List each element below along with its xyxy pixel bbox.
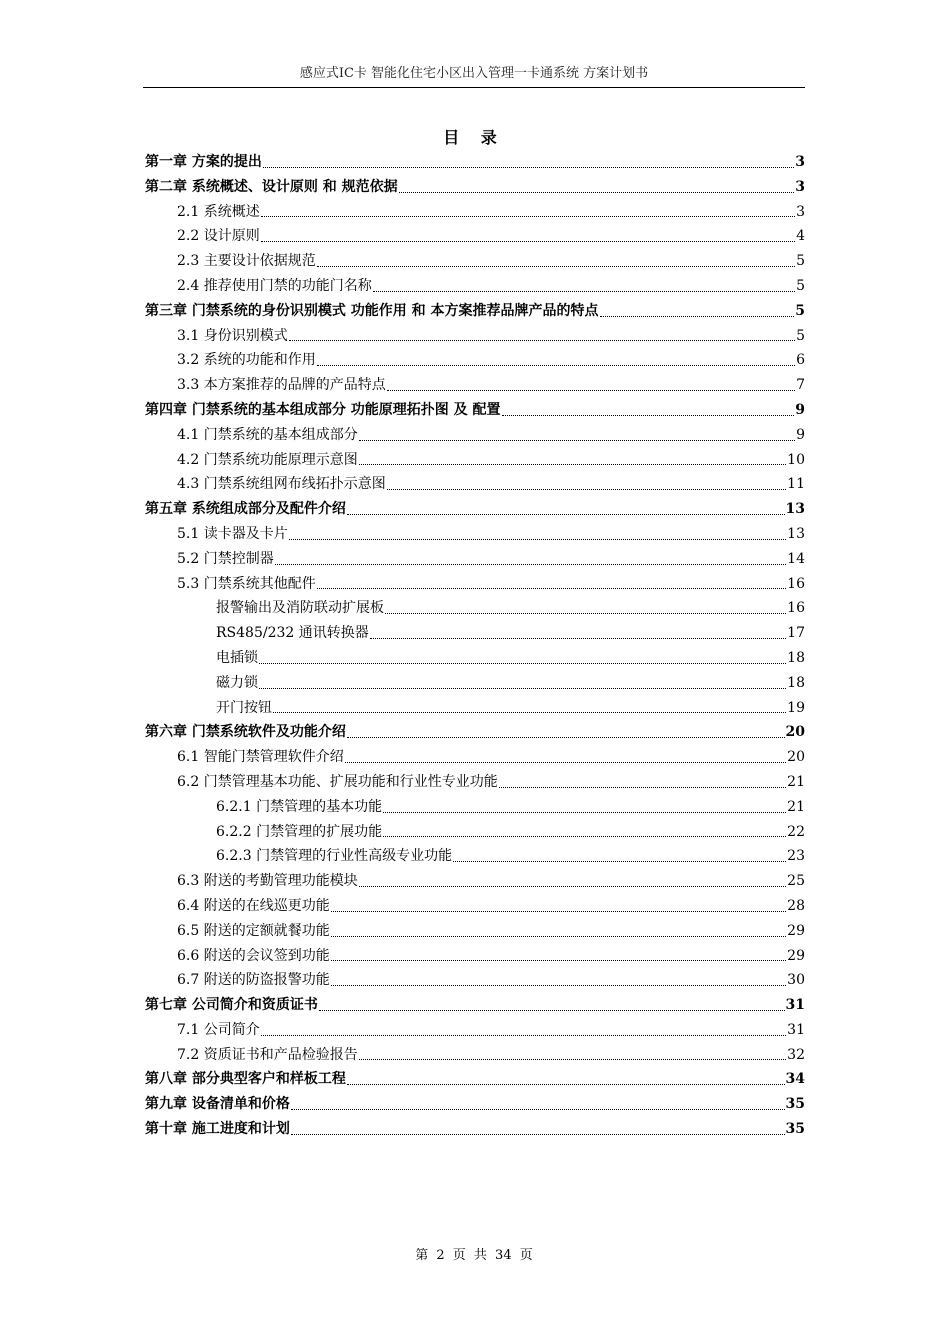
toc-entry-title: 2.1 系统概述 [177,203,260,220]
toc-entry-title: 6.5 附送的定额就餐功能 [177,922,330,939]
header-title: 感应式IC卡 智能化住宅小区出入管理一卡通系统 方案计划书 [299,66,649,81]
toc-entry[interactable] [143,844,805,869]
toc-dot-leader [385,613,786,614]
toc-dot-leader [291,1134,785,1135]
toc-dot-leader [347,514,785,515]
toc-dot-leader [359,886,786,887]
toc-dot-leader [261,1035,786,1036]
toc-entry[interactable] [143,274,805,299]
toc-dot-leader [347,1084,785,1085]
toc-entry-title: 5.3 门禁系统其他配件 [177,575,316,592]
toc-entry[interactable] [143,497,805,522]
toc-entry-title: 6.3 附送的考勤管理功能模块 [177,873,358,890]
toc-dot-leader [347,737,785,738]
toc-entry-title: 6.7 附送的防盗报警功能 [177,972,330,989]
toc-entry[interactable] [143,869,805,894]
toc-entry-title: 3.1 身份识别模式 [177,327,288,344]
toc-entry[interactable] [143,324,805,349]
toc-entry-title: RS485/232 通讯转换器 [216,625,369,642]
toc-entry-title: 开门按钮 [216,699,272,716]
toc-entry-page: 3 [795,154,805,170]
toc-entry-page: 23 [787,848,805,865]
toc-entry-page: 11 [787,476,805,493]
toc-dot-leader [273,712,786,713]
header-divider [143,87,805,88]
toc-entry-page: 35 [785,1121,805,1138]
toc-entry[interactable] [143,1117,805,1142]
toc-dot-leader [383,836,786,837]
toc-entry-page: 14 [787,550,805,567]
toc-entry-title: 6.2.1 门禁管理的基本功能 [216,798,383,815]
toc-dot-leader [319,1010,785,1011]
toc-entry-title: 第五章 系统组成部分及配件介绍 [145,501,346,518]
toc-entry-page: 13 [787,525,805,542]
toc-entry-page: 16 [787,600,805,617]
toc-entry-title: 4.2 门禁系统功能原理示意图 [177,451,358,468]
toc-entry[interactable] [143,770,805,795]
toc-entry-page: 17 [787,625,805,642]
toc-entry[interactable] [143,398,805,423]
toc-entry[interactable] [143,646,805,671]
toc-entry-page: 34 [785,1071,805,1088]
toc-entry-page: 5 [795,302,805,319]
toc-entry-title: 第九章 设备清单和价格 [145,1096,290,1113]
toc-entry-title: 6.2.3 门禁管理的行业性高级专业功能 [216,848,453,865]
toc-dot-leader [331,911,786,912]
toc-dot-leader [259,663,786,664]
page-footer: 第 2 页 共 34 页 [415,1248,533,1263]
toc-dot-leader [261,241,795,242]
toc-entry-page: 5 [796,327,805,344]
toc-entry-page: 35 [785,1096,805,1113]
toc-dot-leader [291,1109,785,1110]
toc-entry[interactable] [143,522,805,547]
toc-dot-leader [259,688,786,689]
toc-entry-page: 31 [785,997,805,1014]
toc-entry-title: 磁力锁 [216,674,258,691]
toc-entry[interactable] [143,820,805,845]
toc-dot-leader [453,861,786,862]
toc-dot-leader [317,365,795,366]
toc-entry-title: 6.4 附送的在线巡更功能 [177,897,330,914]
toc-dot-leader [289,539,786,540]
toc-entry[interactable] [143,472,805,497]
toc-entry-title: 6.2.2 门禁管理的扩展功能 [216,823,383,840]
toc-entry-page: 10 [787,451,805,468]
toc-entry[interactable] [143,547,805,572]
toc-entry-title: 电插锁 [216,649,258,666]
toc-entry-title: 6.2 门禁管理基本功能、扩展功能和行业性专业功能 [177,773,498,790]
toc-dot-leader [331,960,786,961]
toc-entry-title: 第七章 公司简介和资质证书 [145,997,318,1014]
toc-entry[interactable] [143,968,805,993]
toc-entry[interactable] [143,299,805,324]
toc-dot-leader [331,985,786,986]
toc-entry-page: 20 [787,749,805,766]
toc-entry-page: 9 [796,426,805,443]
toc-entry[interactable] [143,993,805,1018]
toc-entry-title: 5.2 门禁控制器 [177,550,274,567]
toc-entry-page: 5 [796,277,805,294]
toc-entry[interactable] [143,175,805,200]
toc-entry-page: 31 [787,1021,805,1038]
toc-entry-title: 2.2 设计原则 [177,228,260,245]
toc-entry-title: 第三章 门禁系统的身份识别模式 功能作用 和 本方案推荐品牌产品的特点 [145,302,599,319]
toc-entry-title: 6.6 附送的会议签到功能 [177,947,330,964]
toc-entry-title: 3.3 本方案推荐的品牌的产品特点 [177,377,386,394]
toc-entry[interactable] [143,373,805,398]
toc-dot-leader [499,787,786,788]
toc-dot-leader [359,1059,786,1060]
toc-entry[interactable] [143,200,805,225]
toc-dot-leader [387,489,786,490]
toc-entry[interactable] [143,1018,805,1043]
toc-entry-page: 4 [796,228,805,245]
toc-entry-title: 第十章 施工进度和计划 [145,1121,290,1138]
toc-entry-page: 25 [787,873,805,890]
toc-entry[interactable] [143,1092,805,1117]
toc-entry-page: 21 [787,773,805,790]
toc-dot-leader [261,216,795,217]
toc-dot-leader [399,192,795,193]
toc-entry-title: 报警输出及消防联动扩展板 [216,600,384,617]
toc-entry-page: 7 [796,377,805,394]
toc-entry[interactable] [143,1043,805,1068]
toc-entry-title: 第一章 方案的提出 [145,154,262,170]
toc-entry-page: 18 [787,649,805,666]
toc-entry[interactable] [143,919,805,944]
toc-dot-leader [331,936,786,937]
toc-entry[interactable] [143,150,805,175]
toc-dot-leader [373,291,795,292]
toc-entry-page: 20 [785,724,805,741]
toc-entry[interactable] [143,621,805,646]
toc-entry[interactable] [143,720,805,745]
toc-entry[interactable] [143,1067,805,1092]
toc-entry-title: 7.1 公司简介 [177,1021,260,1038]
toc-entry-title: 2.4 推荐使用门禁的功能门名称 [177,277,372,294]
toc-entry-title: 3.2 系统的功能和作用 [177,352,316,369]
toc-entry-title: 第六章 门禁系统软件及功能介绍 [145,724,346,741]
table-of-contents [143,150,805,1142]
toc-entry-title: 4.1 门禁系统的基本组成部分 [177,426,358,443]
toc-entry-page: 3 [795,178,805,195]
toc-entry-page: 16 [787,575,805,592]
toc-entry-page: 3 [796,203,805,220]
toc-dot-leader [502,415,795,416]
toc-entry-page: 19 [787,699,805,716]
toc-entry[interactable] [143,572,805,597]
toc-title: 目 录 [443,128,505,147]
toc-dot-leader [345,762,786,763]
toc-dot-leader [317,588,786,589]
toc-entry-page: 13 [785,501,805,518]
toc-dot-leader [359,464,786,465]
toc-entry[interactable] [143,894,805,919]
toc-entry[interactable] [143,249,805,274]
toc-entry[interactable] [143,671,805,696]
toc-entry-title: 2.3 主要设计依据规范 [177,253,316,270]
toc-entry-page: 9 [795,401,805,418]
toc-entry-title: 第二章 系统概述、设计原则 和 规范依据 [145,178,398,195]
toc-entry-page: 21 [787,798,805,815]
toc-entry-page: 28 [787,897,805,914]
toc-dot-leader [289,340,795,341]
toc-entry[interactable] [143,596,805,621]
toc-entry[interactable] [143,696,805,721]
toc-entry-page: 18 [787,674,805,691]
toc-entry-page: 6 [796,352,805,369]
toc-entry[interactable] [143,448,805,473]
toc-entry[interactable] [143,745,805,770]
toc-entry-page: 5 [796,253,805,270]
toc-entry-page: 30 [787,972,805,989]
toc-dot-leader [275,564,786,565]
toc-dot-leader [317,266,795,267]
toc-entry-title: 第八章 部分典型客户和样板工程 [145,1071,346,1088]
toc-entry-page: 29 [787,947,805,964]
toc-entry[interactable] [143,944,805,969]
toc-entry-page: 32 [787,1046,805,1063]
toc-dot-leader [359,440,795,441]
toc-entry-title: 4.3 门禁系统组网布线拓扑示意图 [177,476,386,493]
toc-entry-title: 5.1 读卡器及卡片 [177,525,288,542]
toc-entry[interactable] [143,423,805,448]
toc-dot-leader [387,390,795,391]
toc-dot-leader [600,316,795,317]
toc-entry[interactable] [143,348,805,373]
toc-entry-page: 22 [787,823,805,840]
toc-entry-title: 7.2 资质证书和产品检验报告 [177,1046,358,1063]
toc-entry[interactable] [143,224,805,249]
toc-dot-leader [263,167,794,168]
toc-entry[interactable] [143,795,805,820]
toc-entry-title: 6.1 智能门禁管理软件介绍 [177,749,344,766]
toc-dot-leader [383,812,786,813]
toc-entry-page: 29 [787,922,805,939]
toc-entry-title: 第四章 门禁系统的基本组成部分 功能原理拓扑图 及 配置 [145,401,501,418]
toc-dot-leader [370,638,786,639]
